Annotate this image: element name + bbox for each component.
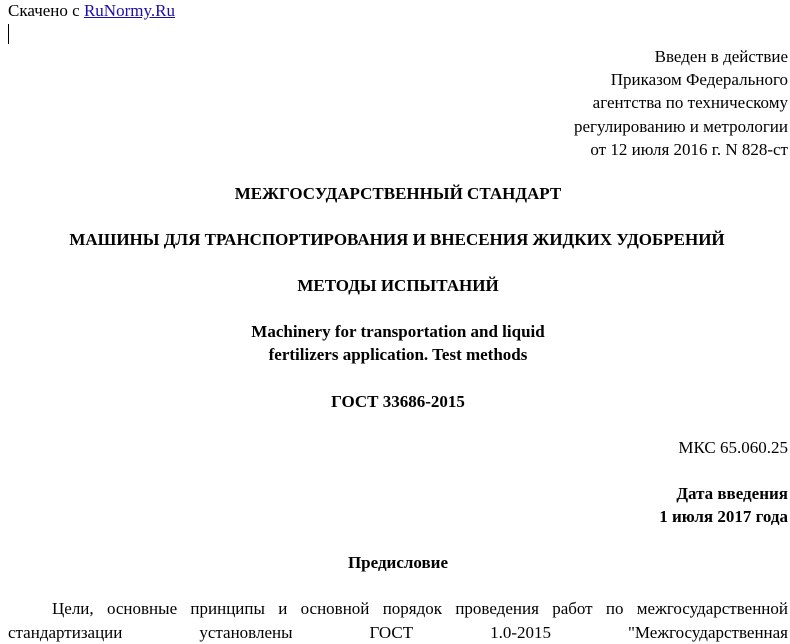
download-source-line bbox=[8, 1, 175, 21]
mks-code: МКС 65.060.25 bbox=[678, 438, 788, 457]
runormy-link[interactable]: RuNormy.Ru bbox=[83, 1, 175, 20]
introduction-block bbox=[574, 45, 788, 161]
foreword-paragraph: Цели, основные принципы и основной порядок проведения работ по межгосударственной стандартизации установлены ГОСТ 1.0-2015 "Межгосударственная bbox=[8, 599, 788, 642]
intro-line-1: Введен в действие bbox=[654, 47, 788, 66]
document-subtitle: МЕТОДЫ ИСПЫТАНИЙ bbox=[297, 276, 499, 295]
intro-line-2: Приказом Федерального bbox=[610, 70, 788, 90]
intro-line-4: регулированию и метрологии bbox=[573, 116, 788, 136]
document-title: МАШИНЫ ДЛЯ ТРАНСПОРТИРОВАНИЯ И ВНЕСЕНИЯ ЖИДКИХ УДОБРЕНИЙ bbox=[69, 230, 725, 249]
gost-number: ГОСТ 33686-2015 bbox=[331, 392, 465, 411]
english-title bbox=[0, 320, 790, 366]
foreword-heading: Предисловие bbox=[347, 553, 449, 572]
intro-line-3: агентства по техническому bbox=[592, 93, 788, 113]
english-title-line-2: fertilizers application. Test methods bbox=[268, 345, 528, 364]
download-source-prefix: Скачено с bbox=[8, 1, 80, 20]
english-title-line-1: Machinery for transportation and liquid bbox=[251, 322, 545, 341]
effective-date-value: 1 июля 2017 года bbox=[659, 507, 788, 526]
effective-date-label: Дата введения bbox=[676, 484, 788, 503]
intro-line-5: от 12 июля 2016 г. N 828-ст bbox=[590, 139, 788, 159]
text-cursor bbox=[8, 24, 9, 44]
standard-type-heading: МЕЖГОСУДАРСТВЕННЫЙ СТАНДАРТ bbox=[234, 184, 562, 203]
effective-date-block bbox=[659, 482, 788, 528]
